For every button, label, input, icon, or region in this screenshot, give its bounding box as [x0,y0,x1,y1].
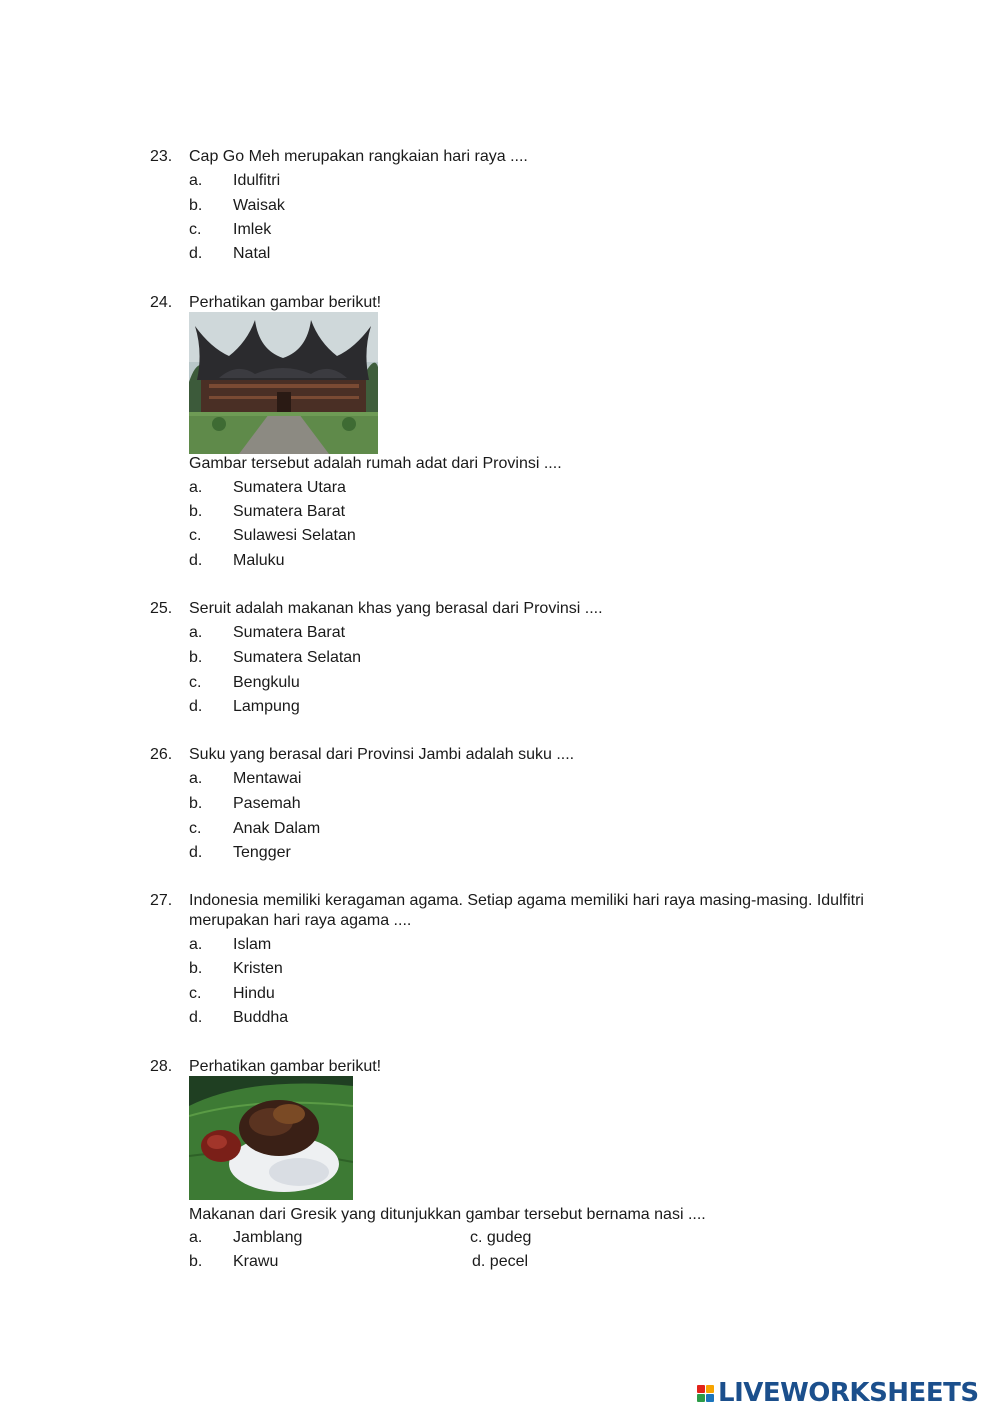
option-letter: c. [189,820,202,837]
question-24-option-d[interactable]: Maluku [233,552,285,569]
option-letter: d. [189,698,203,715]
rumah-gadang-photo [189,312,378,454]
question-24-option-a[interactable]: Sumatera Utara [233,479,346,496]
option-letter: b. [189,795,203,812]
question-25-option-a[interactable]: Sumatera Barat [233,624,346,641]
liveworksheets-logo[interactable] [697,1376,979,1410]
question-23-option-d[interactable]: Natal [233,245,271,262]
question-25-text: Seruit adalah makanan khas yang berasal dari Provinsi .... [189,600,603,617]
question-27-option-a[interactable]: Islam [233,936,272,953]
question-23-option-b[interactable]: Waisak [233,197,285,214]
option-letter: d. [189,552,203,569]
option-letter: a. [189,172,203,189]
question-26-number: 26. [150,746,173,763]
question-25-option-d[interactable]: Lampung [233,698,300,715]
question-27-text-line2: merupakan hari raya agama .... [189,912,412,929]
option-letter: d. [189,245,203,262]
question-28-option-d[interactable]: d. pecel [472,1253,529,1270]
question-28-option-a[interactable]: Jamblang [233,1229,303,1246]
question-23-option-a[interactable]: Idulfitri [233,172,281,189]
question-27-text-line1: Indonesia memiliki keragaman agama. Setiap agama memiliki hari raya masing-masing. Idulfitri [189,892,864,909]
question-26-option-d[interactable]: Tengger [233,844,291,861]
question-24-option-c[interactable]: Sulawesi Selatan [233,527,356,544]
question-26-option-b[interactable]: Pasemah [233,795,301,812]
option-letter: a. [189,479,203,496]
option-letter: d. [189,844,203,861]
option-letter: c. [189,527,202,544]
option-letter: d. [189,1009,203,1026]
question-24-number: 24. [150,294,173,311]
question-24-intro: Perhatikan gambar berikut! [189,294,382,311]
option-letter: a. [189,770,203,787]
option-letter: c. [189,985,202,1002]
question-24-text: Gambar tersebut adalah rumah adat dari Provinsi .... [189,455,562,472]
liveworksheets-icon [697,1385,714,1402]
question-25-option-b[interactable]: Sumatera Selatan [233,649,362,666]
option-letter: b. [189,649,203,666]
liveworksheets-brand: LIVEWORKSHEETS [718,1378,979,1408]
option-letter: b. [189,960,203,977]
question-27-option-d[interactable]: Buddha [233,1009,289,1026]
question-27-option-c[interactable]: Hindu [233,985,275,1002]
option-letter: a. [189,624,203,641]
question-23-text: Cap Go Meh merupakan rangkaian hari raya .... [189,148,528,165]
question-28-option-b[interactable]: Krawu [233,1253,279,1270]
question-26-option-a[interactable]: Mentawai [233,770,302,787]
option-letter: a. [189,1229,203,1246]
question-23-number: 23. [150,148,173,165]
option-letter: a. [189,936,203,953]
question-26-text: Suku yang berasal dari Provinsi Jambi adalah suku .... [189,746,575,763]
option-letter: b. [189,503,203,520]
option-letter: b. [189,197,203,214]
question-28-number: 28. [150,1058,173,1075]
option-letter: c. [189,221,202,238]
option-letter: c. [189,674,202,691]
question-25-option-c[interactable]: Bengkulu [233,674,300,691]
nasi-krawu-photo [189,1076,353,1200]
question-23-option-c[interactable]: Imlek [233,221,272,238]
question-27-option-b[interactable]: Kristen [233,960,283,977]
option-letter: b. [189,1253,203,1270]
question-28-option-c[interactable]: c. gudeg [470,1229,532,1246]
question-27-number: 27. [150,892,173,909]
question-25-number: 25. [150,600,173,617]
question-26-option-c[interactable]: Anak Dalam [233,820,321,837]
question-28-text: Makanan dari Gresik yang ditunjukkan gambar tersebut bernama nasi .... [189,1206,706,1223]
question-24-option-b[interactable]: Sumatera Barat [233,503,346,520]
question-28-intro: Perhatikan gambar berikut! [189,1058,382,1075]
